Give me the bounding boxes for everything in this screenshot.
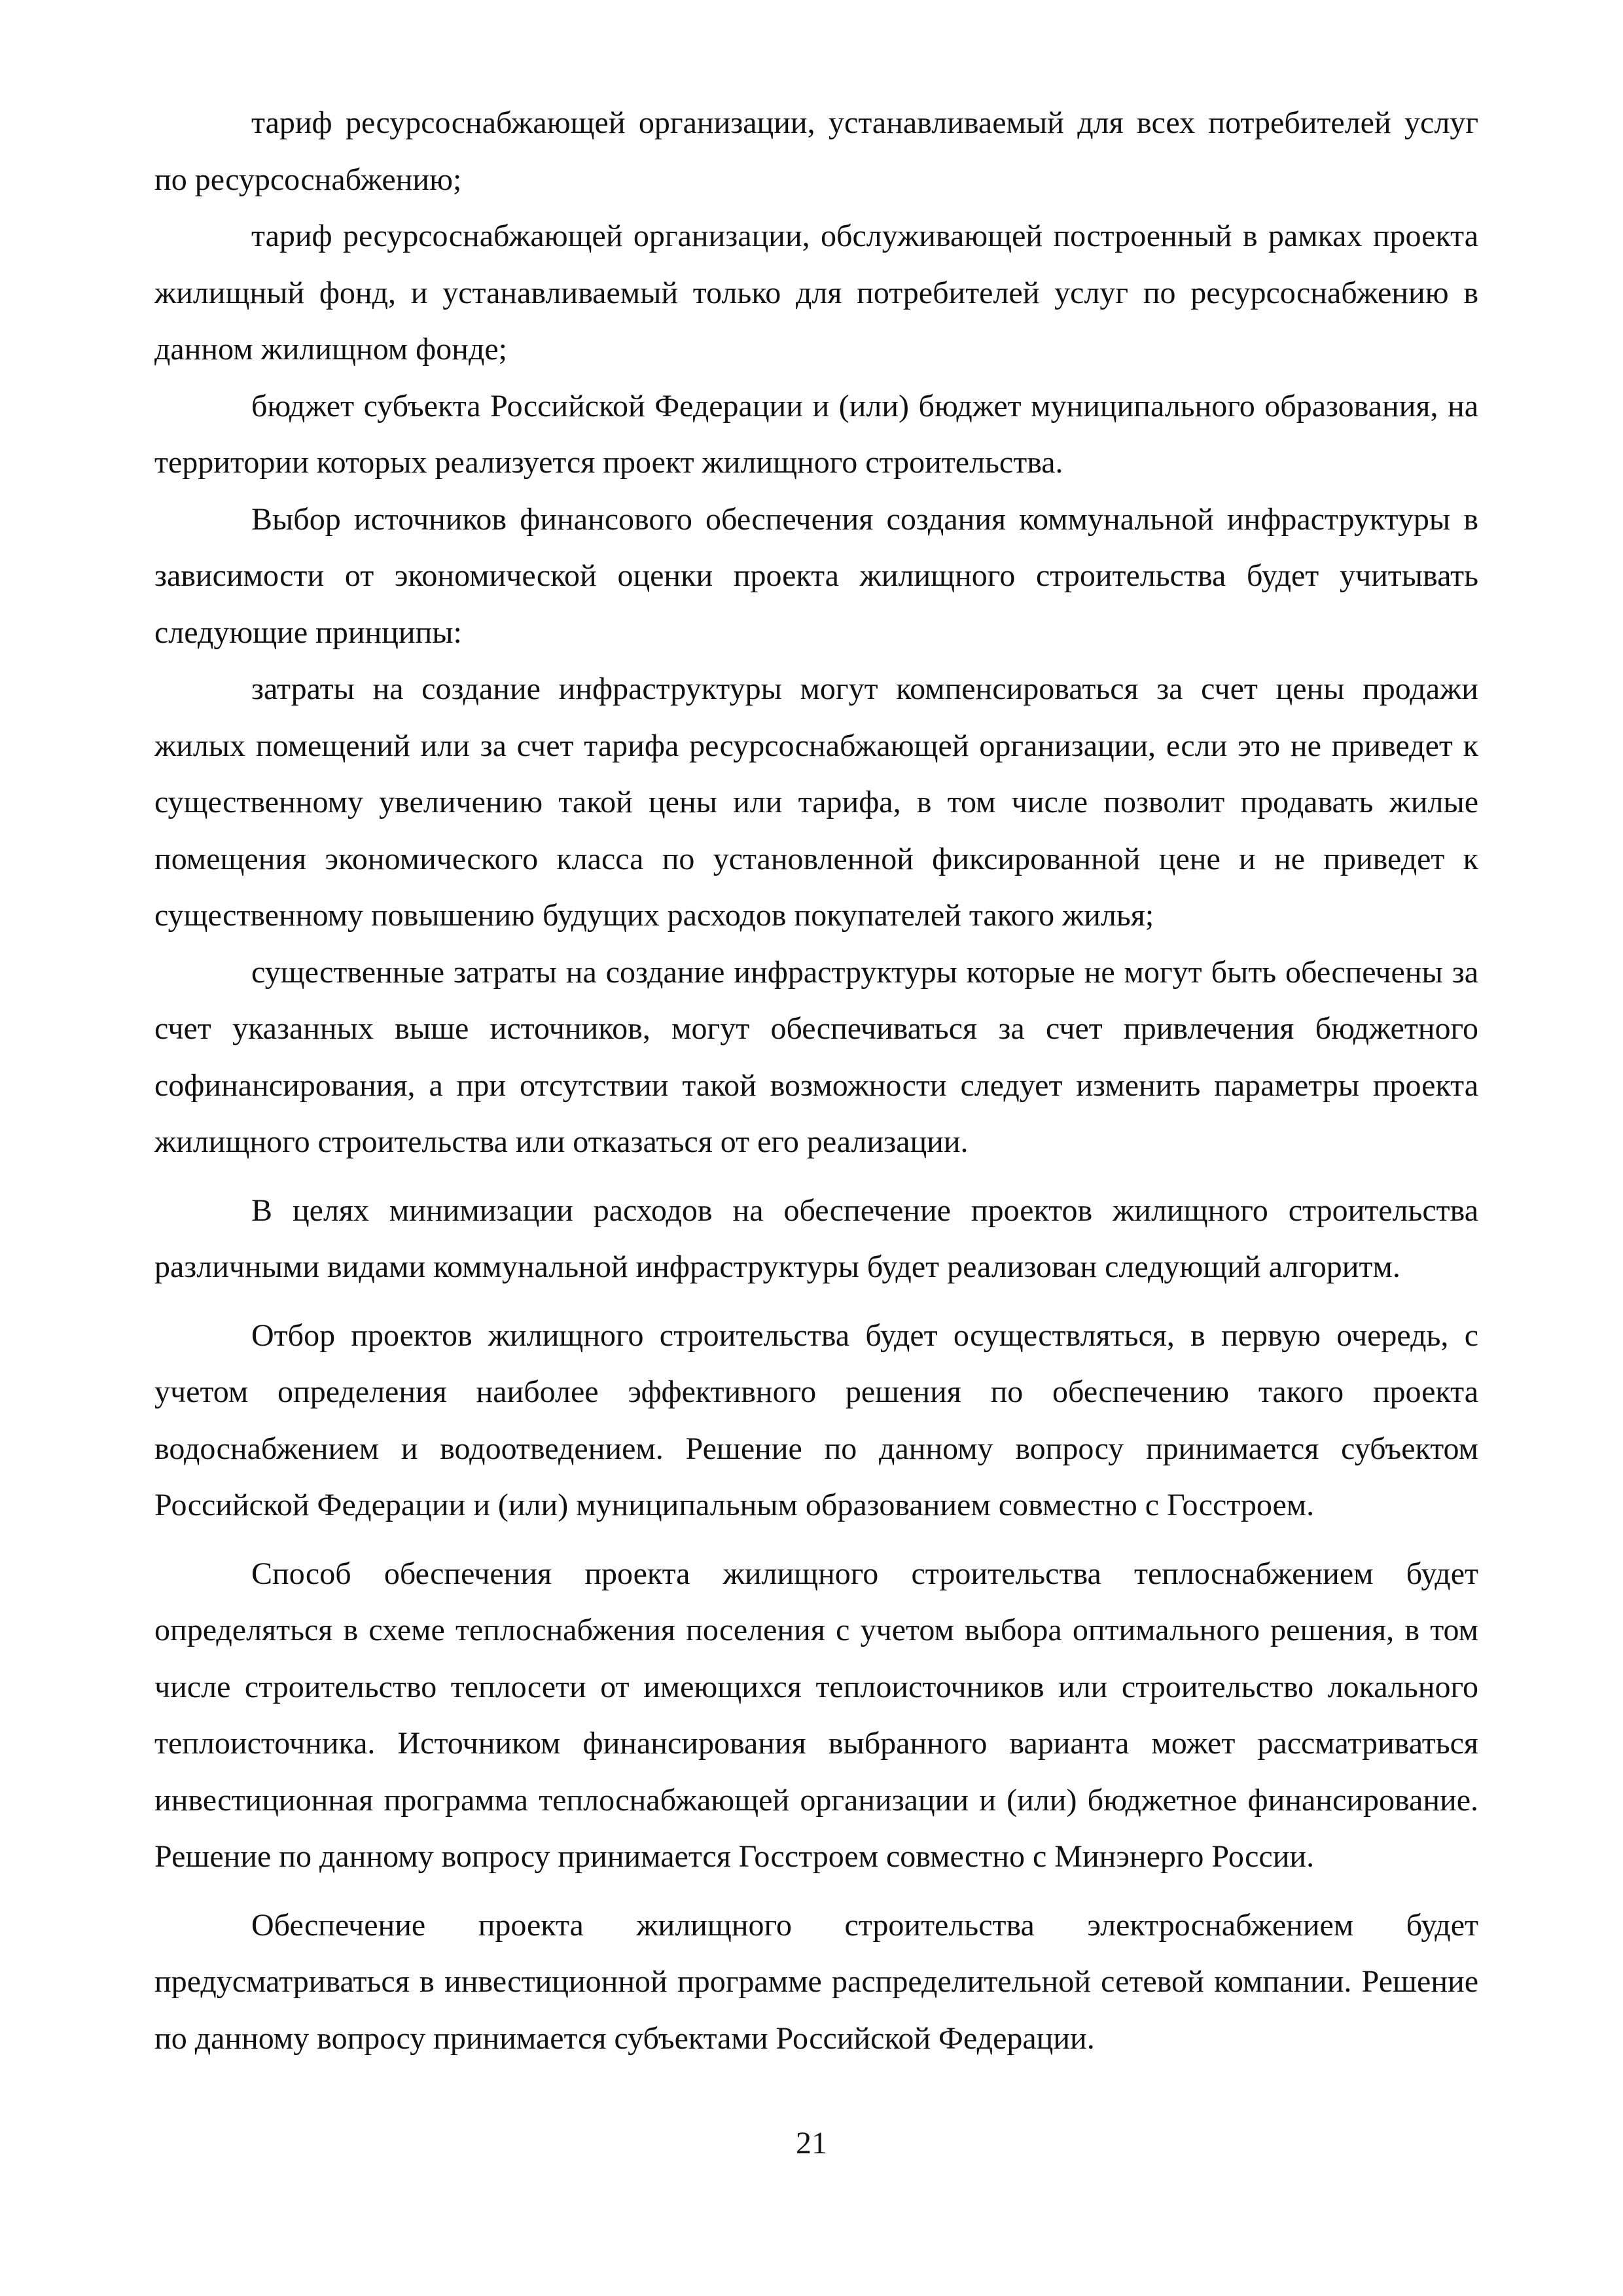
paragraph-3: бюджет субъекта Российской Федерации и (или) бюджет муниципального образования, на территории которых реализуется проект жилищного строительства. <box>154 388 1478 480</box>
body-text <box>154 95 1478 2067</box>
paragraph-2: тариф ресурсоснабжающей организации, обслуживающей построенный в рамках проекта жилищный фонд, и устанавливаемый только для потребителей услуг по ресурсоснабжению в данном жилищном фонде; <box>154 219 1478 367</box>
paragraph-7: В целях минимизации расходов на обеспечение проектов жилищного строительства различными видами коммунальной инфраструктуры будет реализован следующий алгоритм. <box>154 1193 1478 1284</box>
paragraph-5: затраты на создание инфраструктуры могут компенсироваться за счет цены продажи жилых помещений или за счет тарифа ресурсоснабжающей организации, если это не приведет к существенному увеличению такой цены или тарифа, в том числе позволит продавать жилые помещения экономического класса по установленной фиксированной цене и не приведет к существенному повышению будущих расходов покупателей такого жилья; <box>154 672 1478 933</box>
paragraph-1: тариф ресурсоснабжающей организации, устанавливаемый для всех потребителей услуг по ресурсоснабжению; <box>154 105 1478 197</box>
paragraph-8: Отбор проектов жилищного строительства будет осуществляться, в первую очередь, с учетом определения наиболее эффективного решения по обеспечению такого проекта водоснабжением и водоотведением. Решение по данному вопросу принимается субъектом Российской Федерации и (или) муниципальным образованием совместно с Госстроем. <box>154 1318 1478 1522</box>
page-number: 21 <box>796 2126 827 2161</box>
paragraph-9: Способ обеспечения проекта жилищного строительства теплоснабжением будет определяться в схеме теплоснабжения поселения с учетом выбора оптимального решения, в том числе строительство теплосети от имеющихся теплоисточников или строительство локального теплоисточника. Источником финансирования выбранного варианта может рассматриваться инвестиционная программа теплоснабжающей организации и (или) бюджетное финансирование. Решение по данному вопросу принимается Госстроем совместно с Минэнерго России. <box>154 1556 1478 1874</box>
paragraph-6: существенные затраты на создание инфраструктуры которые не могут быть обеспечены за счет указанных выше источников, могут обеспечиваться за счет привлечения бюджетного софинансирования, а при отсутствии такой возможности следует изменить параметры проекта жилищного строительства или отказаться от его реализации. <box>154 954 1478 1159</box>
paragraph-4: Выбор источников финансового обеспечения создания коммунальной инфраструктуры в зависимости от экономической оценки проекта жилищного строительства будет учитывать следующие принципы: <box>154 501 1478 650</box>
paragraph-10: Обеспечение проекта жилищного строительства электроснабжением будет предусматриваться в инвестиционной программе распределительной сетевой компании. Решение по данному вопросу принимается субъектами Российской Федерации. <box>154 1907 1478 2056</box>
